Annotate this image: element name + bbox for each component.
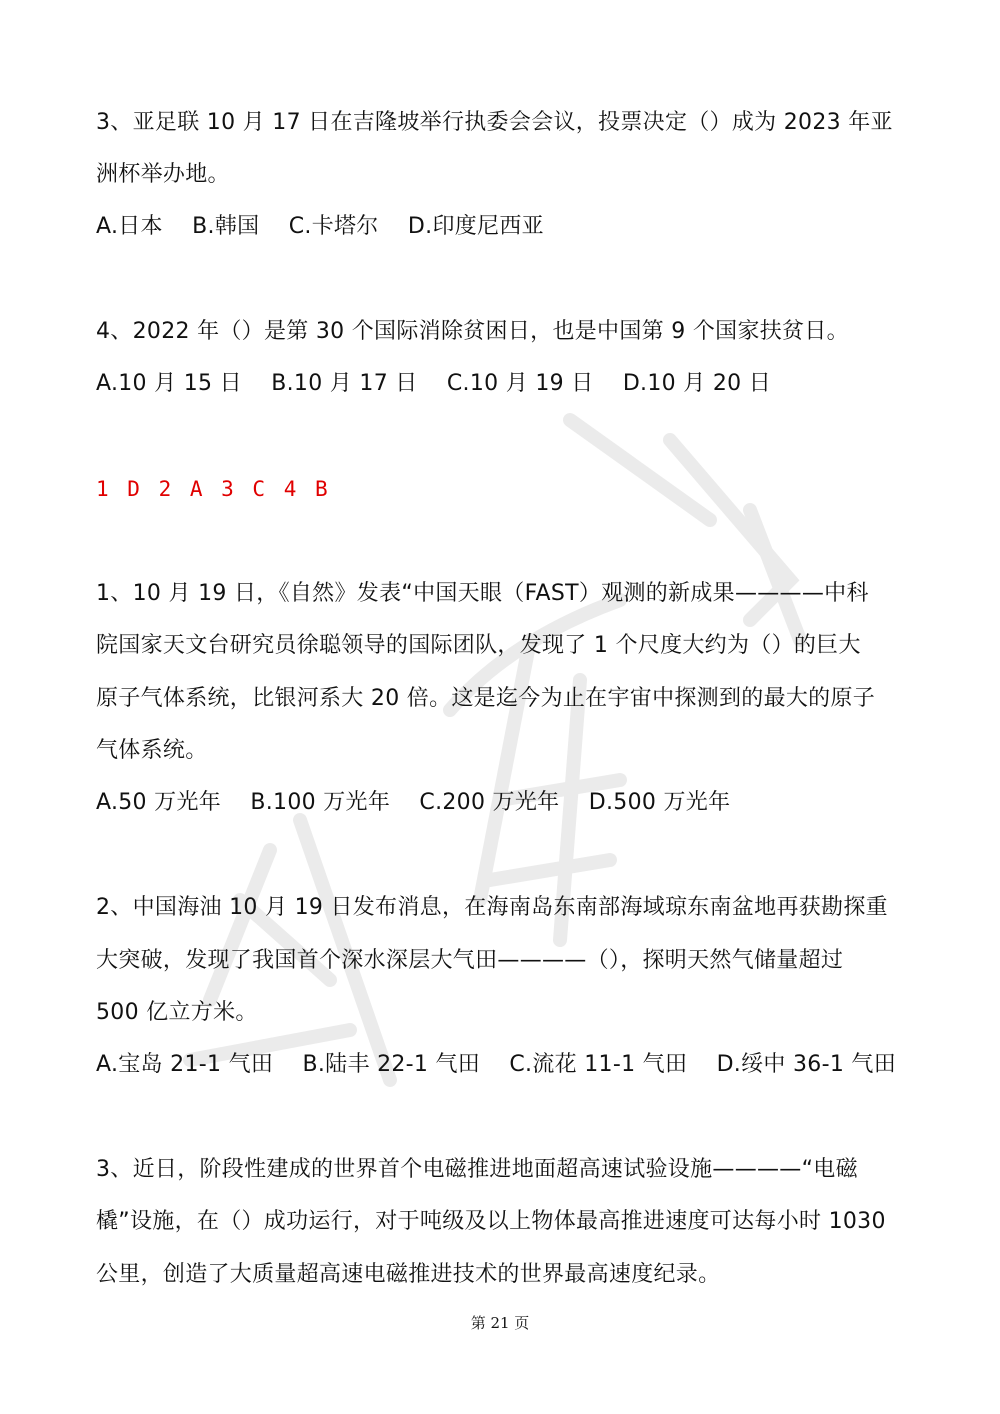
question-3-line-2: 洲杯举办地。 [96,162,230,187]
option-c: C.10 月 19 日 [446,371,594,396]
question-1-options [96,788,904,818]
option-b: B.陆丰 22-1 气田 [302,1052,481,1077]
question-3b-line-3: 公里，创造了大质量超高速电磁推进技术的世界最高速度纪录。 [96,1262,721,1287]
question-1-line-1: 1、10 月 19 日，《自然》发表“中国天眼（FAST）观测的新成果————中科 [96,581,869,606]
option-c: C.卡塔尔 [288,214,379,239]
question-2-line-1: 2、中国海油 10 月 19 日发布消息，在海南岛东南部海域琼东南盆地再获勘探重 [96,895,888,920]
option-b: B.10 月 17 日 [271,371,418,396]
option-c: C.流花 11-1 气田 [509,1052,688,1077]
option-d: D.10 月 20 日 [622,371,772,396]
option-a: A.宝岛 21-1 气田 [96,1052,274,1077]
question-4-line-1: 4、2022 年（）是第 30 个国际消除贫困日，也是中国第 9 个国家扶贫日。 [96,319,849,344]
option-a: A.50 万光年 [96,790,222,815]
option-c: C.200 万光年 [419,790,560,815]
option-d: D.绥中 36-1 气田 [716,1052,897,1077]
question-2-line-3: 500 亿立方米。 [96,1000,258,1025]
option-b: B.韩国 [192,214,260,239]
option-d: D.印度尼西亚 [407,214,544,239]
option-a: A.10 月 15 日 [96,371,242,396]
question-2-line-2: 大突破，发现了我国首个深水深层大气田————（），探明天然气储量超过 [96,948,844,973]
question-3b-line-1: 3、近日，阶段性建成的世界首个电磁推进地面超高速试验设施————“电磁 [96,1157,858,1182]
option-d: D.500 万光年 [588,790,731,815]
option-b: B.100 万光年 [250,790,391,815]
answer-key: 1 D 2 A 3 C 4 B [96,477,331,501]
option-a: A.日本 [96,214,163,239]
question-1-line-4: 气体系统。 [96,738,208,763]
question-2-options [96,1050,904,1080]
question-3b-line-2: 橇”设施，在（）成功运行，对于吨级及以上物体最高推进速度可达每小时 1030 [96,1209,886,1234]
question-1-line-2: 院国家天文台研究员徐聪领导的国际团队，发现了 1 个尺度大约为（）的巨大 [96,633,861,658]
question-4-options [96,369,904,399]
page-number: 第 21 页 [470,1314,530,1332]
question-3-options [96,212,904,242]
question-1-line-3: 原子气体系统，比银河系大 20 倍。这是迄今为止在宇宙中探测到的最大的原子 [96,686,876,711]
question-3-line-1: 3、亚足联 10 月 17 日在吉隆坡举行执委会会议，投票决定（）成为 2023 年亚 [96,110,893,135]
